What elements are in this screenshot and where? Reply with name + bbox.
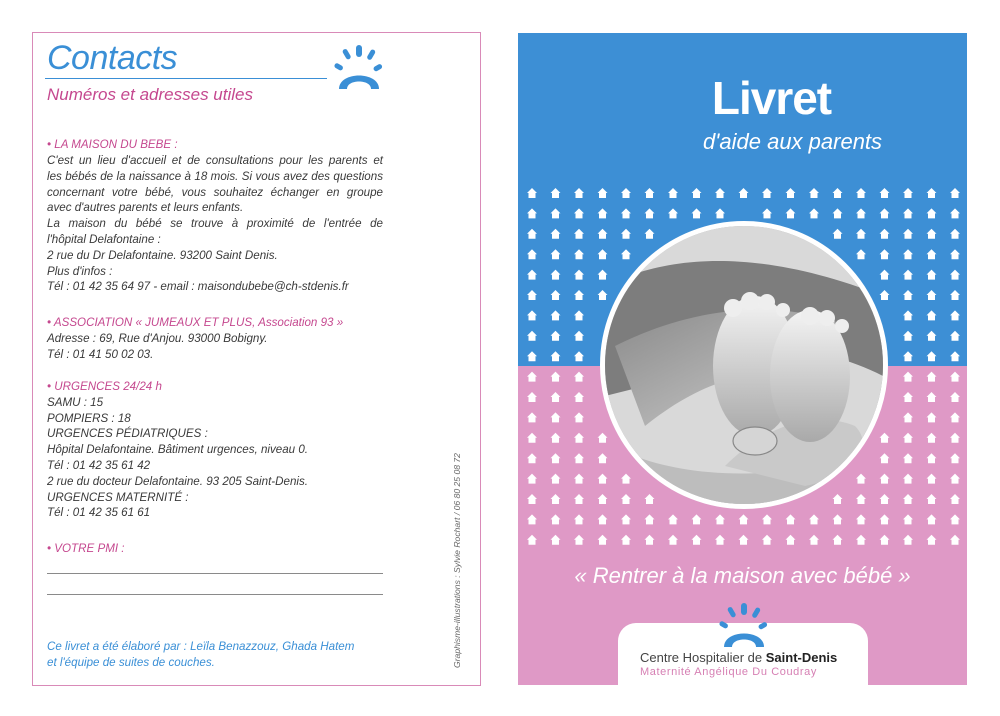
house-icon bbox=[527, 188, 537, 198]
house-icon bbox=[856, 535, 866, 545]
house-icon bbox=[903, 290, 913, 300]
house-icon bbox=[927, 249, 937, 259]
house-icon bbox=[598, 208, 608, 218]
house-icon bbox=[551, 412, 561, 422]
house-icon bbox=[551, 392, 561, 402]
house-icon bbox=[833, 535, 843, 545]
house-icon bbox=[598, 494, 608, 504]
house-icon bbox=[856, 474, 866, 484]
house-icon bbox=[950, 535, 960, 545]
house-icon bbox=[574, 208, 584, 218]
house-icon bbox=[880, 188, 890, 198]
house-icon bbox=[621, 474, 631, 484]
section-association: • ASSOCIATION « JUMEAUX ET PLUS, Association 93 » Adresse : 69, Rue d'Anjou. 93000 Bobigny. Tél : 01 41 50 02 03. bbox=[47, 315, 383, 362]
house-icon bbox=[833, 229, 843, 239]
house-icon bbox=[598, 474, 608, 484]
house-icon bbox=[621, 535, 631, 545]
house-icon bbox=[574, 229, 584, 239]
house-icon bbox=[809, 514, 819, 524]
house-icon bbox=[903, 453, 913, 463]
house-icon bbox=[574, 372, 584, 382]
house-icon bbox=[645, 494, 655, 504]
house-icon bbox=[856, 514, 866, 524]
house-icon bbox=[574, 514, 584, 524]
house-icon bbox=[715, 514, 725, 524]
house-icon bbox=[598, 270, 608, 280]
house-icon bbox=[903, 433, 913, 443]
house-icon bbox=[880, 453, 890, 463]
house-icon bbox=[762, 514, 772, 524]
cover-subtitle: d'aide aux parents bbox=[702, 129, 883, 154]
bullet-icon: • bbox=[47, 316, 52, 329]
house-icon bbox=[786, 514, 796, 524]
house-icon bbox=[551, 514, 561, 524]
house-icon bbox=[880, 270, 890, 280]
house-icon bbox=[880, 494, 890, 504]
house-icon bbox=[856, 249, 866, 259]
house-icon bbox=[551, 290, 561, 300]
house-icon bbox=[598, 290, 608, 300]
house-icon bbox=[903, 310, 913, 320]
house-icon bbox=[927, 474, 937, 484]
house-icon bbox=[927, 412, 937, 422]
house-icon bbox=[527, 433, 537, 443]
house-icon bbox=[527, 494, 537, 504]
house-icon bbox=[950, 188, 960, 198]
house-icon bbox=[574, 249, 584, 259]
house-icon bbox=[880, 290, 890, 300]
house-icon bbox=[527, 453, 537, 463]
house-icon bbox=[809, 535, 819, 545]
house-icon bbox=[903, 372, 913, 382]
house-icon bbox=[786, 535, 796, 545]
house-icon bbox=[551, 535, 561, 545]
house-icon bbox=[574, 453, 584, 463]
house-icon bbox=[903, 474, 913, 484]
house-icon bbox=[598, 433, 608, 443]
house-icon bbox=[903, 351, 913, 361]
house-icon bbox=[527, 351, 537, 361]
house-icon bbox=[903, 270, 913, 280]
house-icon bbox=[574, 535, 584, 545]
house-icon bbox=[598, 188, 608, 198]
baby-feet-photo bbox=[600, 221, 888, 509]
house-icon bbox=[551, 494, 561, 504]
house-icon bbox=[645, 188, 655, 198]
house-icon bbox=[903, 331, 913, 341]
house-icon bbox=[856, 229, 866, 239]
house-icon bbox=[903, 535, 913, 545]
graphic-credit: Graphisme-illustrations : Sylvie Rochart / 06 80 25 08 72 bbox=[452, 453, 462, 668]
house-icon bbox=[574, 270, 584, 280]
house-icon bbox=[950, 392, 960, 402]
house-icon bbox=[903, 208, 913, 218]
house-icon bbox=[833, 188, 843, 198]
cover-page bbox=[518, 33, 967, 685]
house-icon bbox=[880, 249, 890, 259]
house-icon bbox=[927, 494, 937, 504]
house-icon bbox=[950, 412, 960, 422]
house-icon bbox=[574, 433, 584, 443]
house-icon bbox=[574, 351, 584, 361]
house-icon bbox=[880, 229, 890, 239]
section-heading: • VOTRE PMI : bbox=[47, 542, 125, 555]
house-icon bbox=[551, 229, 561, 239]
house-icon bbox=[903, 188, 913, 198]
house-icon bbox=[739, 535, 749, 545]
house-icon bbox=[833, 514, 843, 524]
house-icon bbox=[527, 310, 537, 320]
house-icon bbox=[715, 208, 725, 218]
house-icon bbox=[880, 535, 890, 545]
house-icon bbox=[527, 249, 537, 259]
bullet-icon: • bbox=[47, 138, 52, 151]
house-icon bbox=[927, 433, 937, 443]
house-icon bbox=[527, 514, 537, 524]
house-icon bbox=[574, 331, 584, 341]
house-icon bbox=[833, 494, 843, 504]
house-icon bbox=[950, 372, 960, 382]
house-icon bbox=[927, 208, 937, 218]
house-icon bbox=[786, 208, 796, 218]
house-icon bbox=[880, 433, 890, 443]
house-icon bbox=[880, 514, 890, 524]
section-heading: • LA MAISON DU BEBE : bbox=[47, 138, 178, 151]
house-icon bbox=[645, 514, 655, 524]
house-icon bbox=[551, 351, 561, 361]
section-paragraph: C'est un lieu d'accueil et de consultations pour les parents et les bébés de la naissance à 18 mois. Si vous avez des questions concernant votre bébé, vous souhaitez échanger en groupe avec d'autres parents et leurs enfants. La maison du bébé se trouve à proximité de l'entrée de l'hôpital Delafontaine : 2 rue du Dr Delafontaine. 93200 Saint Denis. Plus d'infos : Tél : 01 42 35 64 97 - email : maisondubebe@ch-stdenis.fr bbox=[47, 154, 383, 294]
house-icon bbox=[527, 270, 537, 280]
section-urgences: • URGENCES 24/24 h SAMU : 15 POMPIERS : 18 URGENCES PÉDIATRIQUES : Hôpital Delafontaine. Bâtiment urgences, niveau 0. Tél : 01 42 35 61 42 2 rue du docteur Delafontaine. 93 205 Saint-Denis. URGENCES MATERNITÉ : Tél : 01 42 35 61 61 bbox=[47, 379, 383, 521]
house-icon bbox=[715, 188, 725, 198]
house-icon bbox=[809, 188, 819, 198]
house-icon bbox=[856, 494, 866, 504]
house-icon bbox=[551, 270, 561, 280]
house-icon bbox=[551, 249, 561, 259]
house-icon bbox=[668, 188, 678, 198]
house-icon bbox=[621, 514, 631, 524]
house-icon bbox=[692, 514, 702, 524]
house-icon bbox=[527, 474, 537, 484]
house-icon bbox=[551, 433, 561, 443]
house-icon bbox=[762, 208, 772, 218]
house-icon bbox=[927, 392, 937, 402]
section-pmi bbox=[47, 541, 383, 557]
house-icon bbox=[668, 208, 678, 218]
title-underline bbox=[45, 78, 327, 79]
cover-title: Livret bbox=[711, 72, 832, 124]
house-icon bbox=[762, 535, 772, 545]
house-icon bbox=[574, 290, 584, 300]
house-icon bbox=[880, 474, 890, 484]
house-icon bbox=[598, 453, 608, 463]
house-icon bbox=[809, 208, 819, 218]
house-icon bbox=[786, 188, 796, 198]
house-icon bbox=[950, 208, 960, 218]
house-icon bbox=[950, 514, 960, 524]
house-icon bbox=[645, 229, 655, 239]
house-icon bbox=[621, 208, 631, 218]
house-icon bbox=[950, 474, 960, 484]
house-icon bbox=[950, 453, 960, 463]
house-icon bbox=[621, 188, 631, 198]
house-icon bbox=[668, 514, 678, 524]
house-icon bbox=[527, 412, 537, 422]
house-icon bbox=[598, 229, 608, 239]
house-icon bbox=[621, 249, 631, 259]
cover-tagline: « Rentrer à la maison avec bébé » bbox=[574, 563, 911, 588]
house-icon bbox=[950, 331, 960, 341]
write-in-line bbox=[47, 573, 383, 574]
contacts-page bbox=[32, 32, 481, 686]
house-icon bbox=[762, 188, 772, 198]
bullet-icon: • bbox=[47, 542, 52, 555]
section-heading: • ASSOCIATION « JUMEAUX ET PLUS, Association 93 » bbox=[47, 316, 344, 329]
house-icon bbox=[950, 433, 960, 443]
house-icon bbox=[574, 474, 584, 484]
house-icon bbox=[927, 331, 937, 341]
house-icon bbox=[927, 270, 937, 280]
house-icon bbox=[621, 229, 631, 239]
section-maison-du-bebe bbox=[47, 137, 383, 153]
house-icon bbox=[950, 270, 960, 280]
house-icon bbox=[527, 229, 537, 239]
house-icon bbox=[692, 535, 702, 545]
house-icon bbox=[551, 453, 561, 463]
write-in-line bbox=[47, 594, 383, 595]
footer-credits: Ce livret a été élaboré par : Leïla Benazzouz, Ghada Hatem et l'équipe de suites de couches. bbox=[47, 640, 355, 669]
house-icon bbox=[927, 372, 937, 382]
house-icon bbox=[856, 188, 866, 198]
bullet-icon: • bbox=[47, 380, 52, 393]
house-icon bbox=[950, 351, 960, 361]
house-icon bbox=[527, 535, 537, 545]
house-icon bbox=[598, 514, 608, 524]
house-icon bbox=[574, 188, 584, 198]
house-icon bbox=[527, 331, 537, 341]
house-icon bbox=[551, 310, 561, 320]
house-icon bbox=[950, 229, 960, 239]
hospital-badge bbox=[618, 623, 868, 685]
house-icon bbox=[950, 494, 960, 504]
house-icon bbox=[574, 494, 584, 504]
house-icon bbox=[598, 249, 608, 259]
house-icon bbox=[927, 310, 937, 320]
house-icon bbox=[551, 208, 561, 218]
house-icon bbox=[903, 249, 913, 259]
house-icon bbox=[950, 249, 960, 259]
house-icon bbox=[927, 514, 937, 524]
house-icon bbox=[927, 290, 937, 300]
house-icon bbox=[551, 372, 561, 382]
house-icon bbox=[645, 535, 655, 545]
house-icon bbox=[527, 290, 537, 300]
sun-logo-icon bbox=[718, 597, 770, 653]
house-icon bbox=[739, 514, 749, 524]
house-icon bbox=[692, 188, 702, 198]
house-icon bbox=[880, 208, 890, 218]
house-icon bbox=[574, 412, 584, 422]
house-icon bbox=[833, 208, 843, 218]
house-icon bbox=[950, 310, 960, 320]
house-icon bbox=[903, 392, 913, 402]
house-icon bbox=[927, 453, 937, 463]
maternity-name: Maternité Angélique Du Coudray bbox=[640, 666, 817, 678]
house-icon bbox=[551, 474, 561, 484]
house-icon bbox=[692, 208, 702, 218]
house-icon bbox=[950, 290, 960, 300]
hospital-name: Centre Hospitalier de Saint-Denis bbox=[640, 650, 838, 665]
house-icon bbox=[551, 331, 561, 341]
sun-logo-icon bbox=[333, 41, 385, 97]
house-icon bbox=[927, 535, 937, 545]
house-icon bbox=[621, 494, 631, 504]
house-icon bbox=[715, 535, 725, 545]
house-icon bbox=[527, 208, 537, 218]
house-icon bbox=[903, 494, 913, 504]
house-icon bbox=[551, 188, 561, 198]
section-heading: • URGENCES 24/24 h bbox=[47, 380, 162, 393]
hands-illustration bbox=[605, 226, 883, 504]
house-icon bbox=[927, 229, 937, 239]
house-icon bbox=[927, 351, 937, 361]
house-icon bbox=[668, 535, 678, 545]
house-icon bbox=[574, 310, 584, 320]
house-icon bbox=[903, 412, 913, 422]
house-icon bbox=[856, 208, 866, 218]
house-icon bbox=[903, 229, 913, 239]
house-icon bbox=[574, 392, 584, 402]
house-icon bbox=[527, 372, 537, 382]
house-icon bbox=[527, 392, 537, 402]
house-icon bbox=[739, 188, 749, 198]
house-icon bbox=[927, 188, 937, 198]
house-icon bbox=[645, 208, 655, 218]
house-icon bbox=[598, 535, 608, 545]
page-title: Contacts bbox=[47, 39, 178, 77]
page-subtitle: Numéros et adresses utiles bbox=[47, 85, 253, 104]
house-icon bbox=[903, 514, 913, 524]
